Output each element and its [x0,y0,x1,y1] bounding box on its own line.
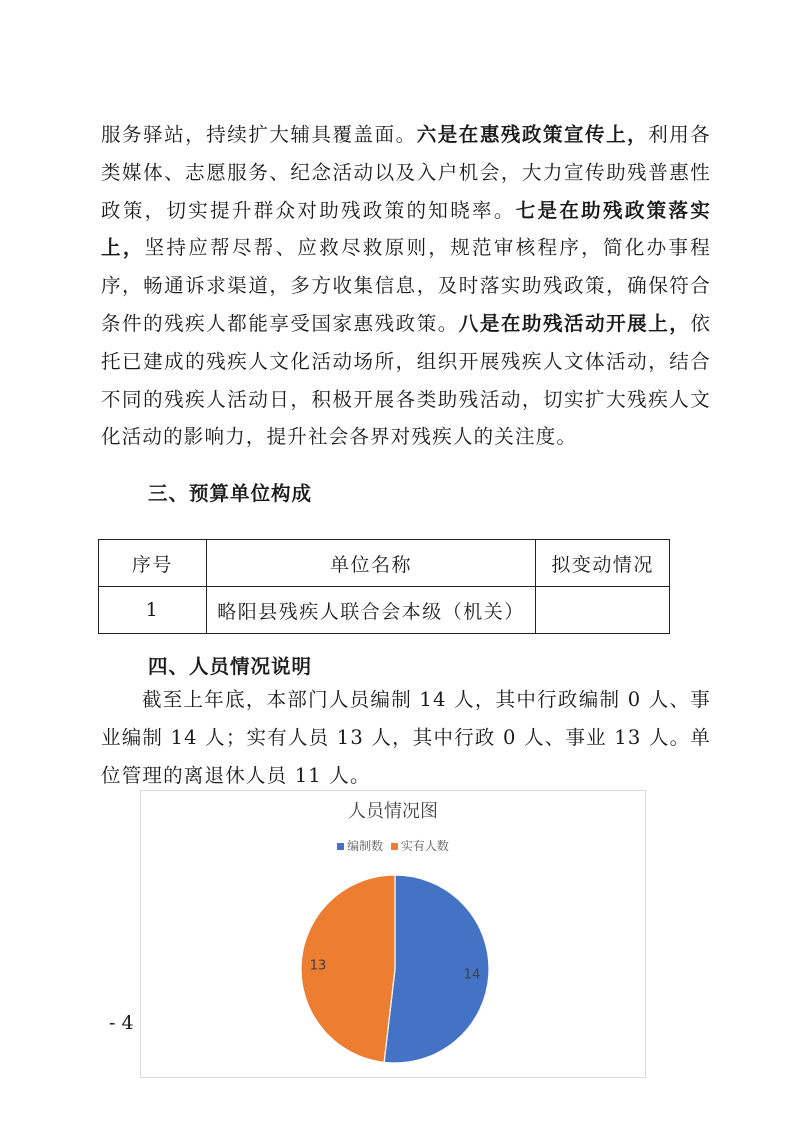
table-header-cell: 拟变动情况 [536,540,670,587]
staff-paragraph: 截至上年底，本部门人员编制 14 人，其中行政编制 0 人、事业编制 14 人；实有人员 13 人，其中行政 0 人、事业 13 人。单位管理的离退休人员 11 人。 [101,688,711,787]
text-run: 服务驿站，持续扩大辅具覆盖面。 [101,123,417,146]
page-number: - 4 [109,1012,134,1034]
text-run: 利用各类媒体、志愿服务、纪念活动以及入户机会，大力宣传助残普惠性政策，切实提升群众对助残政策的知晓率。 [101,123,711,222]
chart-title: 人员情况图 [348,801,438,822]
pie-plot [141,791,645,1077]
table-header-cell: 序号 [99,540,207,587]
bold-lead-phrase: 八是在助残活动开展上， [458,311,691,335]
table-cell [536,587,670,634]
body-paragraph-1 [101,116,711,456]
bold-lead-phrase: 六是在惠残政策宣传上， [416,123,649,146]
budget-units-table [98,539,670,634]
table-cell: 略阳县残疾人联合会本级（机关） [206,587,535,634]
pie-data-label: 13 [309,958,327,974]
table-header-row [99,540,670,587]
table-cell: 1 [99,587,207,634]
section-heading-staff: 四、人员情况说明 [148,655,313,678]
legend-label: 编制数 [347,839,384,853]
table-header-cell: 单位名称 [206,540,535,587]
pie-chart [140,790,646,1078]
text-run: 依托已建成的残疾人文化活动场所，组织开展残疾人文体活动，结合不同的残疾人活动日，积极开展各类助残活动，切实扩大残疾人文化活动的影响力，提升社会各界对残疾人的关注度。 [101,311,712,449]
table-row [99,587,670,634]
pie-data-label: 14 [463,967,481,983]
text-run: 坚持应帮尽帮、应救尽救原则，规范审核程序，简化办事程序，畅通诉求渠道，多方收集信息，及时落实助残政策，确保符合条件的残疾人都能享受国家惠残政策。 [101,236,711,335]
legend-label: 实有人数 [400,839,449,853]
bold-lead-phrase: 七是在助残政策落实上， [101,198,711,260]
section-heading-budget-units: 三、预算单位构成 [148,482,313,505]
